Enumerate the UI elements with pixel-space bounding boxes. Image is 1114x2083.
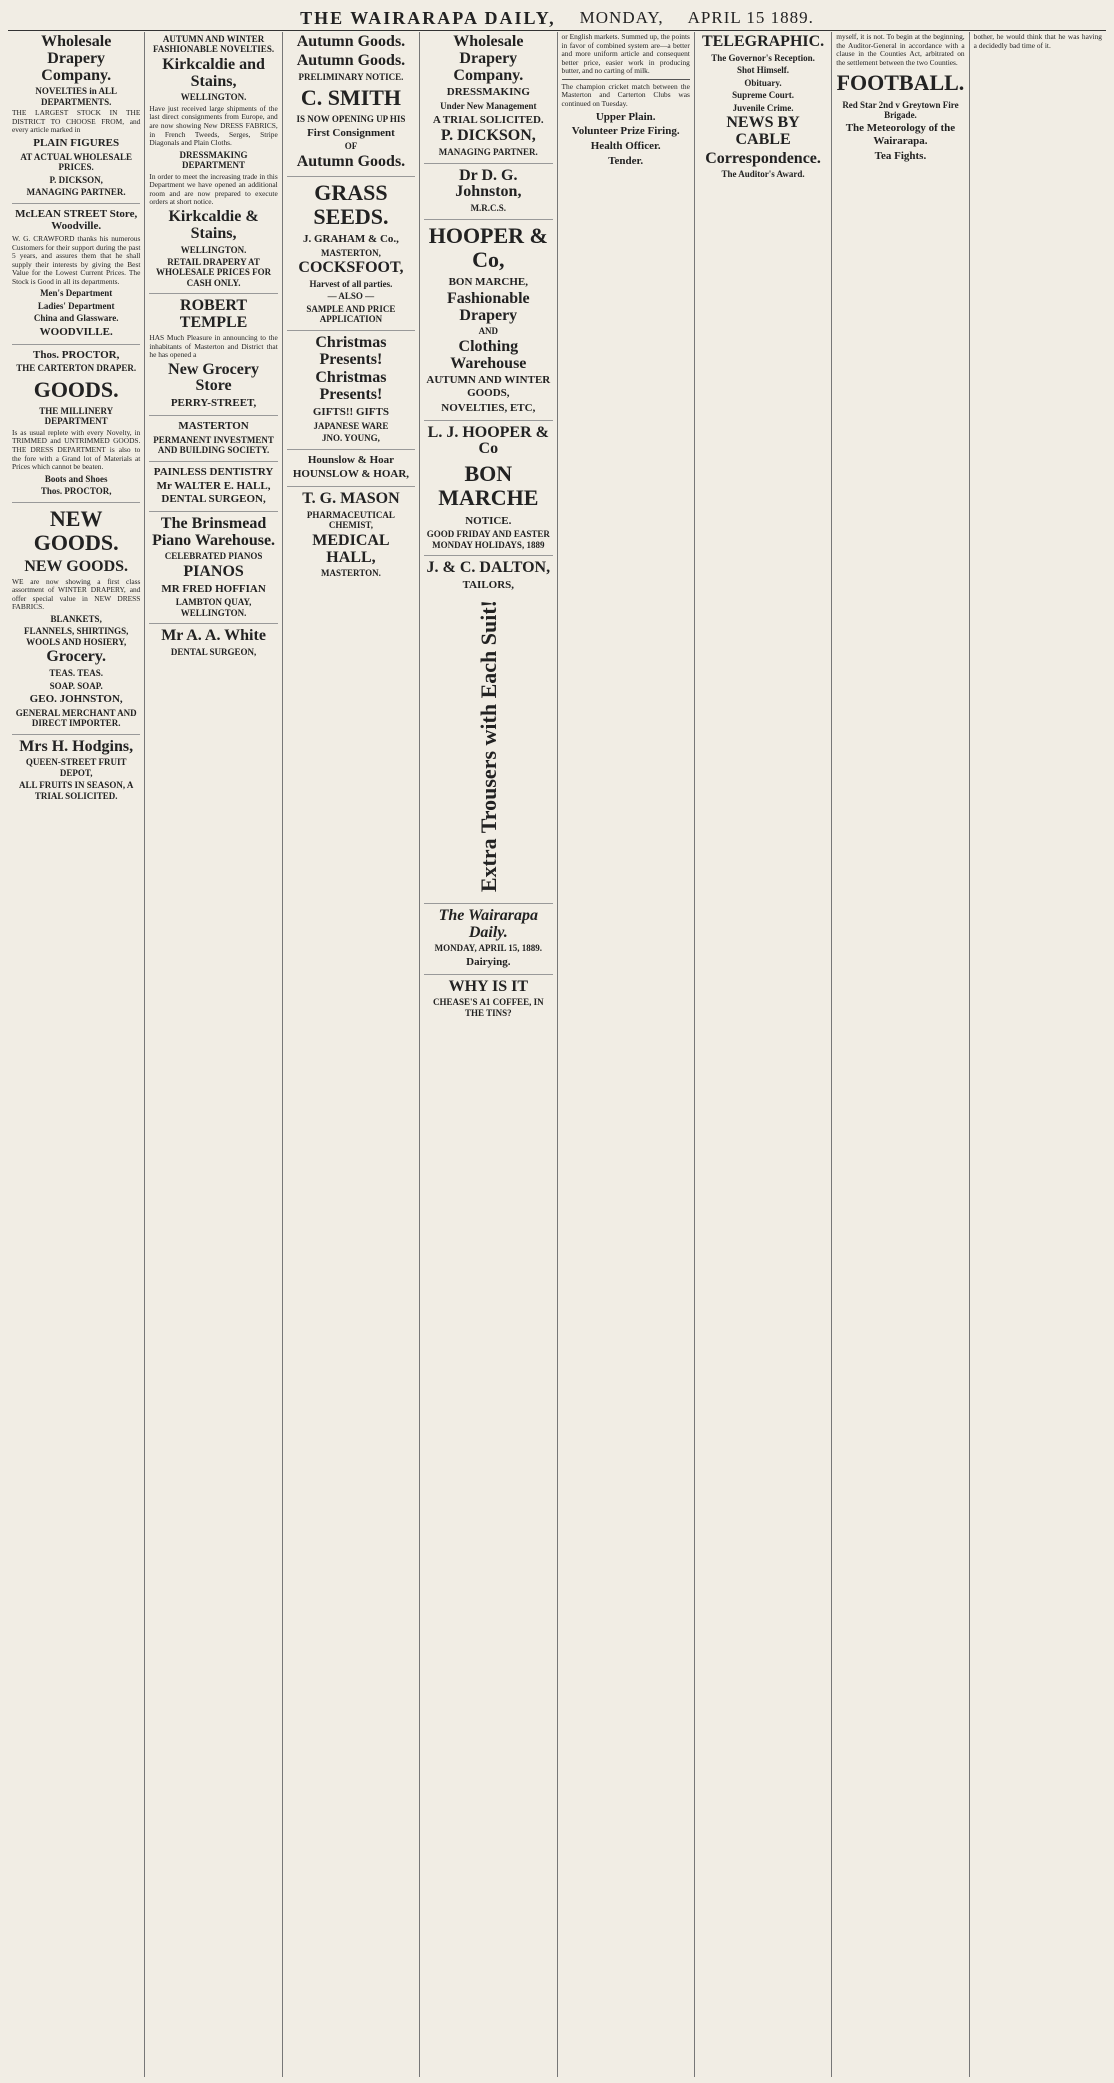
ad-dalton (424, 560, 552, 904)
ad-heading: Christmas Presents! (315, 369, 387, 404)
ad-subheading: PLAIN FIGURES (33, 137, 120, 149)
ad-heading: McLEAN STREET Store, Woodville. (15, 207, 138, 233)
ad-subheading: Men's Department (40, 288, 113, 299)
ad-heading: Christmas Presents! (315, 333, 387, 368)
ad-subheading: Ladies' Department (37, 300, 115, 311)
ad-heading: MASTERTON (178, 420, 249, 432)
ad-line: AT ACTUAL WHOLESALE PRICES. (20, 151, 132, 173)
ad-subheading: DRESSMAKING (446, 86, 530, 99)
ad-heading: ROBERT TEMPLE (179, 297, 248, 332)
ad-subheading: PERRY-STREET, (170, 397, 257, 410)
article-heading: Correspondence. (705, 149, 821, 167)
ad-line: GOOD FRIDAY AND EASTER MONDAY HOLIDAYS, 1889 (426, 529, 550, 550)
article-heading: The Meteorology of the Wairarapa. (845, 122, 956, 148)
ad-heading: C. SMITH (300, 85, 402, 111)
article-heading: Dairying. (466, 955, 511, 968)
column-6 (695, 32, 832, 2077)
ad-subheading: BLANKETS, (50, 614, 102, 625)
ad-heading: WHY IS IT (448, 977, 529, 995)
ad-heading: Autumn Goods. (296, 152, 406, 170)
ad-dentistry (149, 466, 277, 512)
ad-line: IS NOW OPENING UP HIS (296, 114, 406, 125)
ad-heading: BON MARCHE (438, 461, 539, 511)
ad-coffee (424, 979, 552, 1019)
ad-line: RETAIL DRAPERY AT WHOLESALE PRICES FOR CASH ONLY. (156, 257, 272, 288)
article-heading: Volunteer Prize Firing. (571, 125, 680, 138)
ad-heading: Clothing Warehouse (450, 337, 527, 372)
article-heading: FOOTBALL. (836, 70, 965, 96)
ad-line: QUEEN-STREET FRUIT DEPOT, (25, 757, 127, 778)
ad-heading: PAINLESS DENTISTRY (153, 465, 274, 478)
article-subheading: Shot Himself. (737, 65, 790, 76)
ad-heading: Wholesale Drapery Company. (453, 33, 524, 84)
ad-subheading: China and Glassware. (33, 313, 119, 324)
ad-subheading: NOTICE. (465, 514, 512, 527)
article-text: myself, it is not. To begin at the beginning, the Auditor-General in accordance with a clause in the Counties Act, arbitrated on the settlement between the two Counties. (836, 32, 965, 67)
article-subheading: The Auditor's Award. (721, 169, 805, 180)
article-subheading: The Governor's Reception. (711, 52, 815, 63)
ad-hodgins (12, 739, 140, 802)
ad-subheading: AUTUMN AND WINTER GOODS, (426, 374, 551, 400)
ad-new-goods (12, 507, 140, 735)
ad-signature: P. DICKSON, (49, 174, 103, 185)
article-heading: Health Officer. (590, 140, 661, 153)
ad-heading: Hounslow & Hoar (307, 453, 395, 466)
article-subheading: Obituary. (744, 77, 782, 88)
ad-autumn-goods (287, 34, 415, 177)
ad-line: PRELIMINARY NOTICE. (298, 71, 404, 82)
article-text: or English markets. Summed up, the points in favor of combined system are—a better and more uniform article and consequent better price, easier work in producing butter, and no carting of milk. (561, 32, 690, 76)
ad-text: Is as usual replete with every Novelty, in TRIMMED and UNTRIMMED GOODS. THE DRESS DEPARTMENT is also to the fore with a Grand lot of Materials at Prices which cannot be beaten. (12, 427, 141, 472)
ad-heading: Thos. PROCTOR, (33, 348, 120, 361)
ad-heading: NEW GOODS. (33, 505, 119, 555)
newspaper-section-header (424, 908, 552, 975)
ad-signature: HOUNSLOW & HOAR, (292, 468, 410, 481)
column-1 (8, 32, 145, 2077)
ad-subheading: WOODVILLE. (39, 325, 113, 338)
column-7 (832, 32, 969, 2077)
article-heading: Tender. (608, 154, 644, 167)
ad-heading: Mr A. A. White (161, 627, 266, 645)
ad-mason (287, 491, 415, 579)
ad-heading: GRASS SEEDS. (313, 179, 389, 229)
ad-heading: L. J. HOOPER & Co (427, 423, 549, 458)
ad-line: PHARMACEUTICAL CHEMIST, (306, 509, 395, 531)
ad-heading: Autumn Goods. (296, 33, 406, 50)
masthead-date: APRIL 15 1889. (687, 8, 814, 27)
ad-heading: Kirkcaldie and Stains, (162, 55, 265, 90)
ad-heading: Fashionable Drapery (446, 289, 530, 324)
ad-heading: COCKSFOOT, (298, 259, 404, 277)
masthead-day: MONDAY, (579, 8, 664, 27)
masthead (8, 6, 1106, 31)
ad-subheading: A TRIAL SOLICITED. (432, 113, 544, 126)
column-3 (283, 32, 420, 2077)
ad-line: MANAGING PARTNER. (26, 187, 126, 198)
ad-heading: New Grocery Store (168, 360, 259, 395)
ad-line: WELLINGTON. (180, 92, 247, 103)
ad-line: SAMPLE AND PRICE APPLICATION (306, 303, 396, 325)
ad-line: MASTERTON. (321, 568, 381, 579)
article-subheading: Supreme Court. (732, 90, 794, 101)
article-heading: Tea Fights. (874, 149, 927, 162)
ad-signature: JNO. YOUNG, (321, 433, 380, 444)
ad-signature: Mr WALTER E. HALL, DENTAL SURGEON, (156, 480, 271, 506)
article-heading: NEWS BY CABLE (726, 113, 800, 148)
article-heading: TELEGRAPHIC. (701, 33, 825, 50)
ad-heading: Dr D. G. Johnston, (455, 166, 522, 201)
column-4 (420, 32, 557, 2077)
ad-heading: PIANOS (183, 562, 244, 580)
section-title: The Wairarapa Daily. (438, 906, 539, 941)
article-text: The champion cricket match between the Masterton and Carterton Clubs was continued on Tuesday. (561, 81, 690, 109)
ad-line: LAMBTON QUAY, WELLINGTON. (175, 597, 252, 618)
ad-heading: Kirkcaldie & Stains, (168, 207, 259, 242)
ad-mclean-street (12, 208, 140, 345)
ad-proctor (12, 349, 140, 503)
ad-line: WELLINGTON. (180, 244, 247, 255)
article-heading: Upper Plain. (595, 110, 656, 123)
ad-subheading: PERMANENT INVESTMENT AND BUILDING SOCIETY. (153, 434, 274, 456)
ad-line: Under New Management (440, 101, 537, 112)
ad-text: WE are now showing a first class assortment of WINTER DRAPERY, and offer special value in NEW DRESS FABRICS. (12, 576, 141, 612)
ad-subheading: SOAP. SOAP. (49, 680, 103, 691)
ad-heading: Mrs H. Hodgins, (19, 737, 134, 755)
ad-line: MASTERTON, (321, 247, 381, 258)
ad-heading: Wholesale Drapery Company. (41, 33, 112, 84)
ad-kirkcaldie (149, 34, 277, 294)
ad-line: — ALSO — (327, 291, 375, 302)
ad-heading: GOODS. (33, 376, 119, 402)
article-text: bother, he would think that he was having a decidedly bad time of it. (973, 32, 1102, 50)
ad-subheading: CELEBRATED PIANOS (164, 551, 263, 562)
ad-line: OF (344, 141, 358, 152)
ad-robert-temple (149, 298, 277, 416)
ad-dr-johnston (424, 168, 552, 220)
ad-line: GENERAL MERCHANT AND DIRECT IMPORTER. (15, 707, 137, 729)
ad-subheading: TAILORS, (462, 578, 515, 591)
ad-text: THE LARGEST STOCK IN THE DISTRICT TO CHOOSE FROM, and every article marked in (12, 108, 141, 135)
ad-line: M.R.C.S. (470, 203, 507, 214)
ad-line: NOVELTIES in ALL DEPARTMENTS. (35, 86, 118, 107)
ad-heading: Grocery. (46, 648, 107, 666)
column-5 (558, 32, 695, 2077)
ad-line: THE CARTERTON DRAPER. (16, 363, 137, 374)
column-8 (970, 32, 1106, 2077)
ad-text: HAS Much Pleasure in announcing to the inhabitants of Masterton and District that he has opened a (149, 332, 278, 360)
ad-heading: MEDICAL HALL, (312, 531, 390, 566)
ad-christmas (287, 335, 415, 450)
ad-text: W. G. CRAWFORD thanks his numerous Customers for their support during the past 5 years, and assures them that he shall supply their interests by giving the Best Value for the Lowest Current Prices. The Stock is Good in all its departments. (12, 234, 141, 286)
ad-line: Harvest of all parties. (309, 279, 393, 289)
divider (562, 79, 690, 80)
ad-hooper-2 (424, 425, 552, 557)
ad-heading: The Brinsmead Piano Warehouse. (152, 514, 276, 549)
ad-subheading: GIFTS!! GIFTS (312, 405, 389, 418)
article-subheading: Juvenile Crime. (732, 102, 794, 113)
ad-line: CHEASE'S A1 COFFEE, IN THE TINS? (433, 997, 544, 1018)
ad-signature: Thos. PROCTOR, (40, 486, 112, 497)
ad-line: MANAGING PARTNER. (438, 147, 538, 158)
vertical-slogan: Extra Trousers with Each Suit! (475, 599, 501, 892)
ad-white (149, 628, 277, 657)
ad-subheading: DRESSMAKING DEPARTMENT (179, 149, 248, 171)
ad-subheading: THE MILLINERY DEPARTMENT (39, 405, 114, 427)
ad-subheading: First Consignment (307, 126, 395, 139)
ad-wholesale-drapery (12, 34, 140, 204)
ad-line: AUTUMN AND WINTER FASHIONABLE NOVELTIES. (153, 34, 275, 55)
section-date: MONDAY, APRIL 15, 1889. (434, 943, 542, 954)
ad-brinsmead (149, 516, 277, 624)
ad-heading: NEW GOODS. (24, 557, 129, 575)
ad-subheading: J. GRAHAM & Co., (302, 233, 399, 246)
ad-building-society (149, 420, 277, 462)
ad-text: In order to meet the increasing trade in this Department we have opened an additional room and are now prepared to execute orders at short notice. (149, 171, 278, 207)
ad-line: JAPANESE WARE (313, 420, 389, 431)
ad-line: AND (478, 326, 499, 337)
ad-text: Have just received large shipments of the last direct consignments from Europe, and are now showing New DRESS FABRICS, in French Tweeds, Serges, Stripe Diagonals and Plain Cloths. (149, 103, 278, 148)
newspaper-title: THE WAIRARAPA DAILY, (300, 7, 556, 28)
ad-subheading: BON MARCHE, (448, 275, 529, 288)
ad-heading: J. & C. DALTON, (426, 559, 551, 577)
ad-grass-seeds (287, 181, 415, 331)
ad-line: DENTAL SURGEON, (170, 647, 257, 658)
ad-signature: GEO. JOHNSTON, (29, 693, 123, 706)
ad-hooper (424, 224, 552, 421)
column-2 (145, 32, 282, 2077)
ad-subheading: NOVELTIES, ETC, (441, 401, 536, 414)
ad-signature: P. DICKSON, (440, 127, 536, 145)
ad-wholesale-drapery-2 (424, 34, 552, 164)
ad-heading: HOOPER & Co, (428, 222, 548, 272)
ad-heading: Autumn Goods. (296, 51, 406, 69)
ad-subheading: TEAS. TEAS. (49, 668, 103, 679)
ad-signature: MR FRED HOFFIAN (161, 582, 266, 595)
ad-subheading: Boots and Shoes (44, 473, 108, 484)
ad-hounslow (287, 454, 415, 488)
ad-subheading: FLANNELS, SHIRTINGS, WOOLS AND HOSIERY, (23, 626, 129, 647)
ad-heading: T. G. MASON (302, 490, 400, 508)
ad-line: ALL FRUITS IN SEASON, A TRIAL SOLICITED. (19, 780, 134, 801)
article-subheading: Red Star 2nd v Greytown Fire Brigade. (842, 99, 959, 120)
